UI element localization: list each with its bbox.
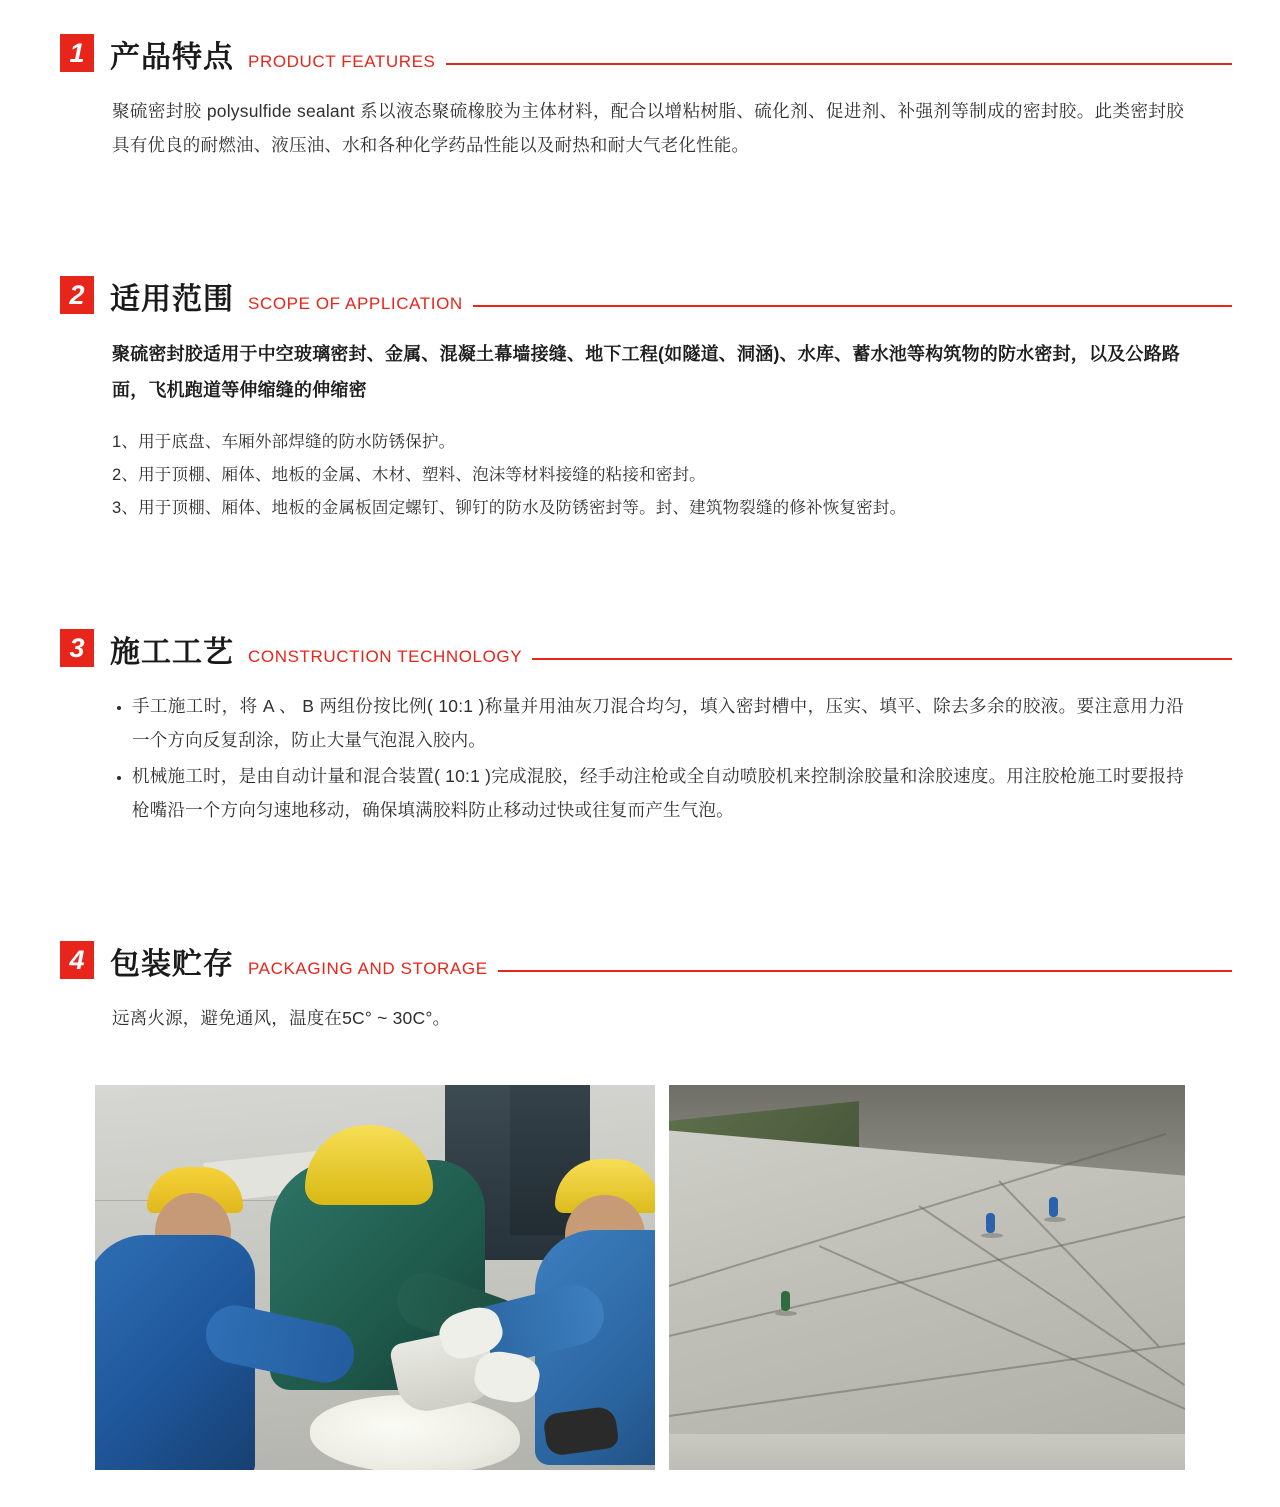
section-2-number-badge: 2 [60, 276, 94, 314]
section-4-number-badge: 4 [60, 941, 94, 979]
worker-shadow [1044, 1217, 1066, 1222]
concrete-slope-panel [669, 1127, 1185, 1470]
section-3-title-cn: 施工工艺 [110, 635, 234, 669]
photo-left-image [95, 1085, 655, 1470]
section-packaging-and-storage [0, 829, 1280, 1035]
worker-shadow [775, 1311, 797, 1316]
section-3-number-badge: 3 [60, 629, 94, 667]
section-4-rule [498, 970, 1232, 972]
section-1-title-cn: 产品特点 [110, 41, 234, 74]
section-2-title-en: SCOPE OF APPLICATION [248, 293, 463, 313]
distant-worker [1049, 1197, 1058, 1217]
section-4-title-cn: 包装贮存 [110, 947, 234, 981]
section-3-title-en: CONSTRUCTION TECHNOLOGY [248, 646, 523, 666]
section-scope-of-application [0, 180, 1280, 525]
section-4-header [0, 941, 1280, 983]
section-4-paragraph: 远离火源，避免通风，温度在5C° ~ 30C°。 [112, 1007, 451, 1028]
section-2-header [0, 276, 1280, 318]
distant-worker [781, 1291, 790, 1311]
section-product-features [0, 0, 1280, 162]
section-2-rule [473, 305, 1232, 307]
section-4-body [0, 1001, 1280, 1035]
section-2-lead-paragraph: 聚硫密封胶适用于中空玻璃密封、金属、混凝土幕墙接缝、地下工程(如隧道、洞涵)、水库、蓄水池等构筑物的防水密封，以及公路路面，飞机跑道等伸缩缝的伸缩密 [112, 343, 1180, 400]
section-3-body [0, 689, 1280, 827]
section-2-title-cn: 适用范围 [110, 282, 234, 316]
section-2-body [0, 336, 1280, 525]
section-1-header [0, 34, 1280, 76]
photo-right-image [669, 1085, 1185, 1470]
section-2-item-list [112, 426, 1184, 525]
photo-dam-slope-aerial [669, 1085, 1185, 1470]
photo-workers-mixing-sealant [95, 1085, 655, 1470]
list-item: • 手工施工时，将 A 、 B 两组份按比例( 10:1 )称量并用油灰刀混合均匀，填入密封槽中，压实、填平、除去多余的胶液。要注意用力沿一个方向反复刮涂，防止大量气泡混入胶内。 [132, 689, 1184, 757]
list-item: 3、用于顶棚、厢体、地板的金属板固定螺钉、铆钉的防水及防锈密封等。封、建筑物裂缝的修补恢复密封。 [112, 498, 907, 517]
section-3-rule [532, 658, 1232, 660]
list-item: • 机械施工时，是由自动计量和混合装置( 10:1 )完成混胶，经手动注枪或全自动喷胶机来控制涂胶量和涂胶速度。用注胶枪施工时要报持枪嘴沿一个方向匀速地移动，确保填满胶料防止移动过快或往复而产生气泡。 [132, 759, 1184, 827]
section-1-paragraph: 聚硫密封胶 polysulfide sealant 系以液态聚硫橡胶为主体材料，配合以增粘树脂、硫化剂、促进剂、补强剂等制成的密封胶。此类密封胶具有优良的耐燃油、液压油、水和各种化学药品性能以及耐热和耐大气老化性能。 [112, 101, 1184, 155]
section-1-rule [446, 63, 1233, 65]
section-4-title-en: PACKAGING AND STORAGE [248, 958, 488, 978]
section-construction-technology [0, 525, 1280, 827]
list-item: 2、用于顶棚、厢体、地板的金属、木材、塑料、泡沫等材料接缝的粘接和密封。 [112, 465, 706, 484]
section-1-title-en: PRODUCT FEATURES [248, 52, 436, 71]
section-3-header [0, 629, 1280, 671]
section-1-body [0, 94, 1280, 162]
distant-worker [986, 1213, 995, 1233]
worker-shadow [981, 1233, 1003, 1238]
section-3-bullet-list [112, 689, 1184, 827]
slope-foreground-strip [669, 1434, 1185, 1470]
list-item: 1、用于底盘、车厢外部焊缝的防水防锈保护。 [112, 432, 456, 451]
section-1-number-badge: 1 [60, 34, 94, 72]
photo-gallery [0, 1085, 1280, 1470]
